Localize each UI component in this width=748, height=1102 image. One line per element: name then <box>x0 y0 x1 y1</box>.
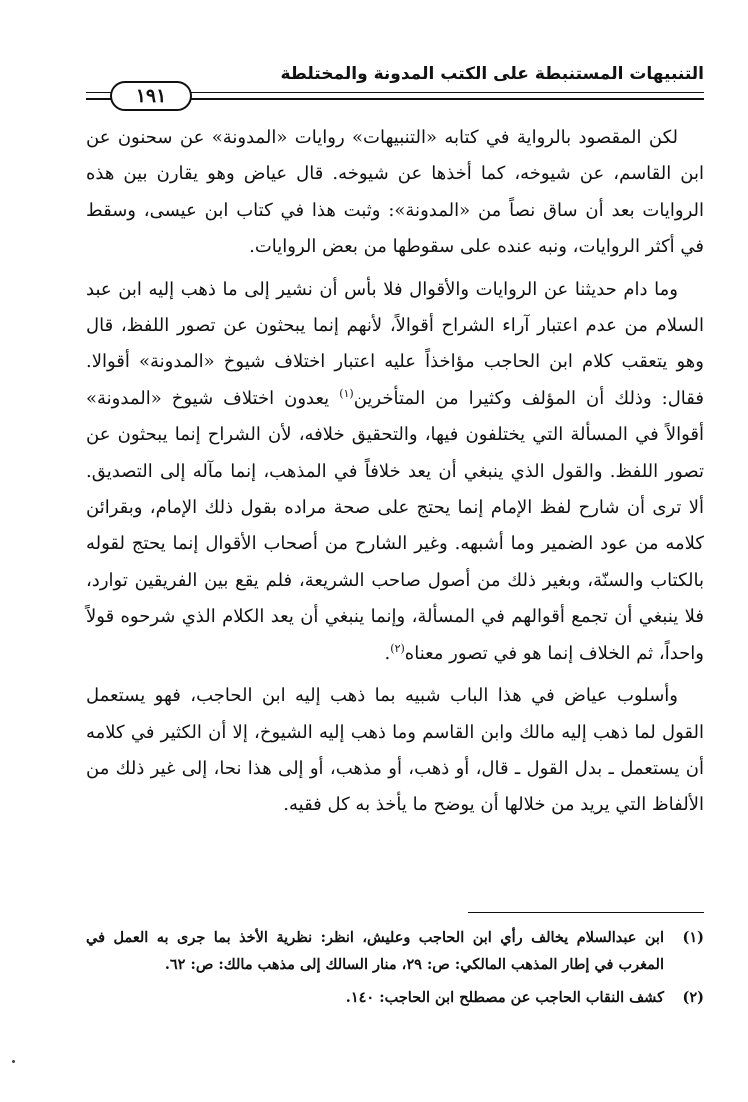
footnotes <box>86 924 704 1017</box>
footnote-2 <box>86 984 704 1011</box>
footnote-1-text: ابن عبدالسلام يخالف رأي ابن الحاجب وعليش، انظر: نظرية الأخذ بما جرى به العمل في المغرب في إطار المذهب المالكي: ص: ٢٩، منار السالك إلى مذهب مالك: ص: ٦٢. <box>86 929 664 973</box>
paragraph-2-text-a: وما دام حديثنا عن الروايات والأقوال فلا بأس أن نشير إلى ما ذهب إليه ابن عبد السلام من عدم اعتبار آراء الشراح أقوالاً، لأنهم إنما يبحثون عن تصور اللفظ، قال وهو يتعقب كلام ابن الحاجب مؤاخذاً عليه اعتبار اختلاف شيوخ «المدونة» أقوالا. فقال: وذلك أن المؤلف وكثيرا من المتأخرين <box>86 278 704 409</box>
paragraph-2 <box>86 272 704 672</box>
footnote-1 <box>86 924 704 978</box>
footnote-ref-1: (١) <box>339 386 354 400</box>
footnote-2-text: كشف النقاب الحاجب عن مصطلح ابن الحاجب: ١٤٠. <box>345 989 664 1006</box>
page-header <box>86 62 704 110</box>
footnote-ref-2: (٢) <box>390 641 405 655</box>
paragraph-2-text-c: . <box>384 642 391 664</box>
running-title: التنبيهات المستنبطة على الكتب المدونة والمختلطة <box>280 64 704 84</box>
footnote-separator <box>468 912 704 913</box>
footnote-1-number: (١) <box>682 929 704 946</box>
paragraph-1 <box>86 120 704 266</box>
footnote-2-number: (٢) <box>682 989 704 1006</box>
paragraph-1-text: لكن المقصود بالرواية في كتابه «التنبيهات» روايات «المدونة» عن سحنون عن ابن القاسم، عن شيوخه، كما أخذها عن شيوخه. قال عياض وهو يقارن بين هذه الروايات بعد أن ساق نصاً من «المدونة»: وثبت هذا في كتاب ابن عيسى، وسقط في أكثر الروايات، ونبه عنده على سقوطها من بعض الروايات. <box>86 127 704 258</box>
paragraph-3-text: وأسلوب عياض في هذا الباب شبيه بما ذهب إليه ابن الحاجب، فهو يستعمل القول لما ذهب إليه مالك وابن القاسم وما ذهب إليه الشيوخ، إلا أن الكثير في كلامه أن يستعمل ـ بدل القول ـ قال، أو ذهب، أو مذهب، أو إلى هذا نحا، إلى غير ذلك من الألفاظ التي يريد من خلالها أن يوضح ما يأخذ به كل فقيه. <box>86 685 704 816</box>
paragraph-2-text-b: يعدون اختلاف شيوخ «المدونة» أقوالاً في المسألة التي يختلفون فيها، والتحقيق خلافه، لأن الشراح إنما يبحثون عن تصور اللفظ. والقول الذي ينبغي أن يعد خلافاً في المذهب، إنما مآله إلى التصديق. ألا ترى أن شارح لفظ الإمام إنما يحتج على صحة مراده بقول ذلك الإمام، وبقرائن كلامه من عود الضمير وما أشبهه. وغير الشارح من أصحاب الأقوال إنما يحتج لقوله بالكتاب والسنّة، وبغير ذلك من أصول صاحب الشريعة، فلم يقع بين الفريقين توارد، فلا ينبغي أن تجمع أقوالهم في المسألة، وإنما ينبغي أن يعد الكلام الذي شرحوه قولاً واحداً، ثم الخلاف إنما هو في تصور معناه <box>86 387 704 664</box>
page-number: ١٩١ <box>110 81 192 111</box>
scan-speck <box>12 1060 15 1063</box>
paragraph-3 <box>86 678 704 824</box>
main-text <box>86 120 704 830</box>
